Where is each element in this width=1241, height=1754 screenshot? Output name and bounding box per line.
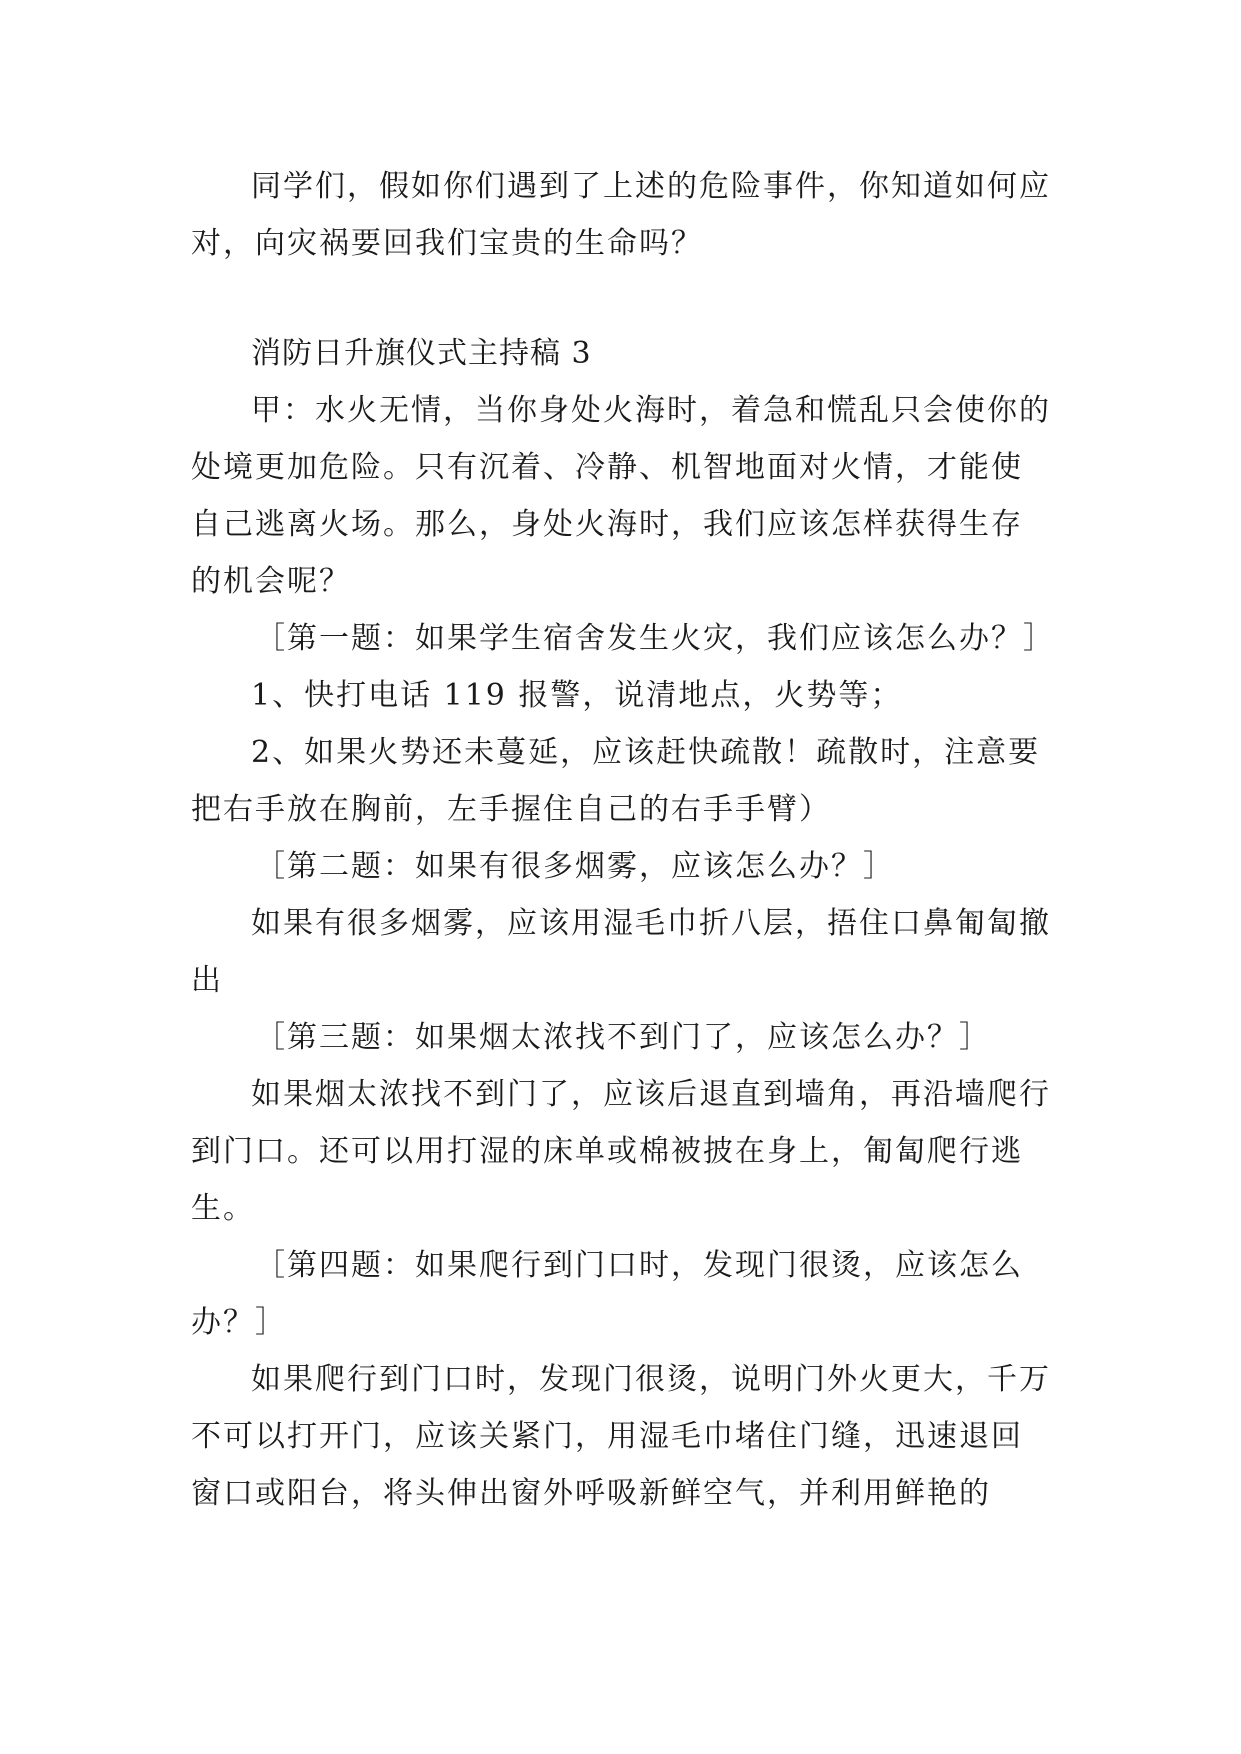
question-1: ［第一题：如果学生宿舍发生火灾，我们应该怎么办？］	[255, 621, 1055, 656]
document-body	[191, 158, 1055, 1522]
answer-3: 如果烟太浓找不到门了，应该后退直到墙角，再沿墙爬行到门口。还可以用打湿的床单或棉被披在身上，匍匐爬行逃生。	[191, 1077, 1051, 1226]
answer-1-step-2: 2、如果火势还未蔓延，应该赶快疏散！疏散时，注意要把右手放在胸前，左手握住自己的右手手臂）	[191, 735, 1041, 827]
answer-1-step-1: 1、快打电话 119 报警，说清地点，火势等；	[251, 678, 903, 713]
question-2: ［第二题：如果有很多烟雾，应该怎么办？］	[255, 849, 895, 884]
answer-4: 如果爬行到门口时，发现门很烫，说明门外火更大，千万不可以打开门，应该关紧门，用湿毛巾堵住门缝，迅速退回窗口或阳台，将头伸出窗外呼吸新鲜空气，并利用鲜艳的	[191, 1362, 1051, 1511]
paragraph-host-intro: 甲：水火无情，当你身处火海时，着急和慌乱只会使你的处境更加危险。只有沉着、冷静、机智地面对火情，才能使自己逃离火场。那么，身处火海时，我们应该怎样获得生存的机会呢？	[191, 393, 1051, 599]
question-3: ［第三题：如果烟太浓找不到门了，应该怎么办？］	[255, 1020, 991, 1055]
answer-2: 如果有很多烟雾，应该用湿毛巾折八层，捂住口鼻匍匐撤出	[191, 906, 1051, 998]
question-4: ［第四题：如果爬行到门口时，发现门很烫，应该怎么办？］	[191, 1248, 1023, 1340]
section-title: 消防日升旗仪式主持稿 3	[251, 336, 592, 371]
intro-paragraph: 同学们，假如你们遇到了上述的危险事件，你知道如何应对，向灾祸要回我们宝贵的生命吗？	[191, 169, 1051, 261]
